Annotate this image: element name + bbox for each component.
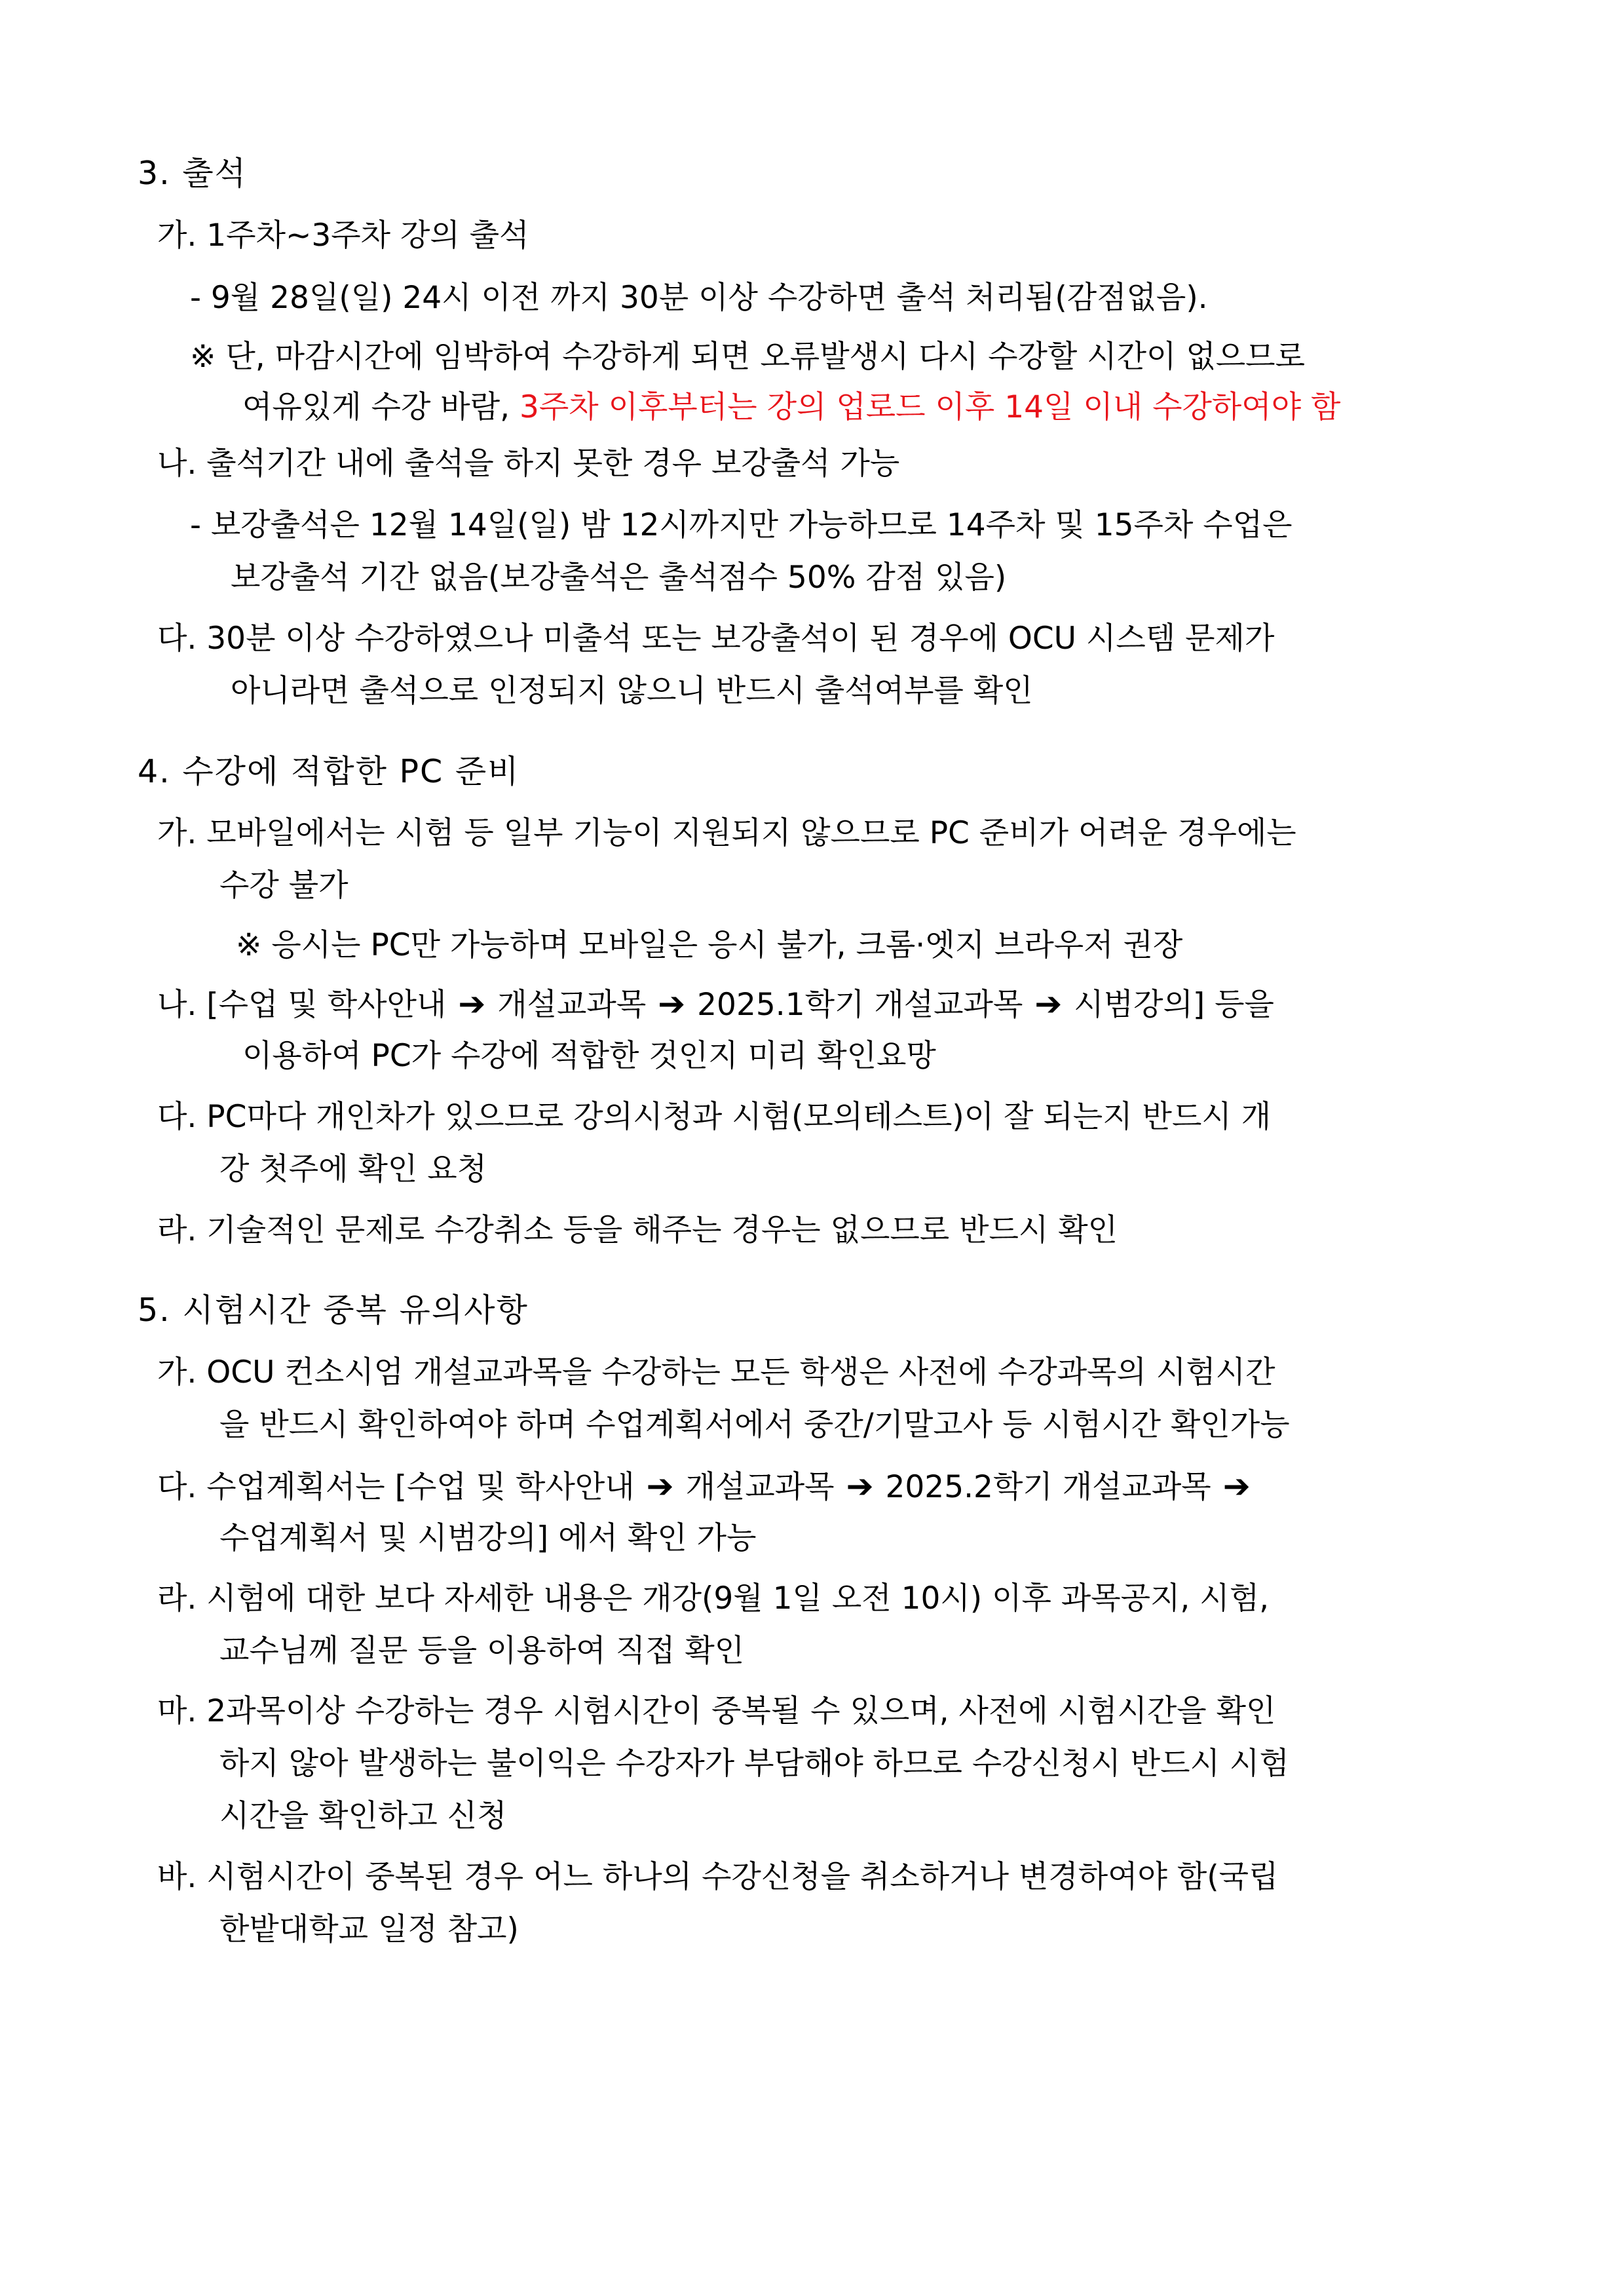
section-4-item-ga-line1: 가. 모바일에서는 시험 등 일부 기능이 지원되지 않으므로 PC 준비가 어려운 경우에는 <box>157 815 1296 851</box>
section-5-item-ra-line2: 교수님께 질문 등을 이용하여 직접 확인 <box>219 1633 745 1669</box>
section-4-na-part1: 나. [수업 및 학사안내 <box>157 987 447 1023</box>
section-3-ga-note-line1: ※ 단, 마감시간에 임박하여 수강하게 되면 오류발생시 다시 수강할 시간이 없으므로 <box>190 339 1305 375</box>
section-5-title: 5. 시험시간 중복 유의사항 <box>138 1292 529 1329</box>
section-5-da-part1: 다. 수업계획서는 [수업 및 학사안내 <box>157 1469 635 1505</box>
section-5-item-da-line1 <box>157 1466 1251 1507</box>
section-4-item-ra: 라. 기술적인 문제로 수강취소 등을 해주는 경우는 없으므로 반드시 확인 <box>157 1212 1118 1248</box>
section-3-item-da-line1: 다. 30분 이상 수강하였으나 미출석 또는 보강출석이 된 경우에 OCU 시스템 문제가 <box>157 621 1275 657</box>
right-arrow-icon: ➔ <box>1222 1467 1251 1505</box>
right-arrow-icon: ➔ <box>1034 985 1063 1023</box>
section-4-ga-note: ※ 응시는 PC만 가능하며 모바일은 응시 불가, 크롬·엣지 브라우저 권장 <box>236 927 1183 963</box>
section-4-item-na-line2: 이용하여 PC가 수강에 적합한 것인지 미리 확인요망 <box>242 1038 936 1074</box>
section-5-item-ma-line3: 시간을 확인하고 신청 <box>219 1798 507 1834</box>
section-5-item-ma-line2: 하지 않아 발생하는 불이익은 수강자가 부담해야 하므로 수강신청시 반드시 시험 <box>219 1746 1289 1782</box>
section-3-ga-detail: - 9월 28일(일) 24시 이전 까지 30분 이상 수강하면 출석 처리됨(감점없음). <box>190 280 1208 316</box>
section-5-item-ba-line1: 바. 시험시간이 중복된 경우 어느 하나의 수강신청을 취소하거나 변경하여야 함(국립 <box>157 1859 1279 1895</box>
section-4-item-na-line1 <box>157 984 1274 1025</box>
section-5-item-ga-line2: 을 반드시 확인하여야 하며 수업계획서에서 중간/기말고사 등 시험시간 확인가능 <box>219 1407 1290 1443</box>
section-3-item-ga: 가. 1주차~3주차 강의 출석 <box>157 218 529 254</box>
right-arrow-icon: ➔ <box>846 1467 874 1505</box>
section-5-item-ga-line1: 가. OCU 컨소시엄 개설교과목을 수강하는 모든 학생은 사전에 수강과목의 시험시간 <box>157 1354 1275 1390</box>
section-4-na-part4: 시범강의] 등을 <box>1074 987 1274 1023</box>
section-3-ga-note-line2 <box>242 388 1340 427</box>
section-5-item-da-line2: 수업계획서 및 시범강의] 에서 확인 가능 <box>219 1520 757 1556</box>
section-3-ga-note-plain: 여유있게 수강 바람, <box>242 389 519 425</box>
section-4-item-ga-line2: 수강 불가 <box>219 868 349 904</box>
section-3-item-na: 나. 출석기간 내에 출석을 하지 못한 경우 보강출석 가능 <box>157 446 900 482</box>
section-5-item-ma-line1: 마. 2과목이상 수강하는 경우 시험시간이 중복될 수 있으며, 사전에 시험시간을 확인 <box>157 1693 1276 1729</box>
section-4-na-part2: 개설교과목 <box>497 987 647 1023</box>
section-3-ga-note-warning: 3주차 이후부터는 강의 업로드 이후 14일 이내 수강하여야 함 <box>519 389 1341 425</box>
section-4-item-da-line2: 강 첫주에 확인 요청 <box>219 1151 487 1187</box>
section-4-title: 4. 수강에 적합한 PC 준비 <box>138 753 520 790</box>
section-3-na-detail-line1: - 보강출석은 12월 14일(일) 밤 12시까지만 가능하므로 14주차 및 15주차 수업은 <box>190 507 1293 543</box>
section-3-item-da-line2: 아니라면 출석으로 인정되지 않으니 반드시 출석여부를 확인 <box>231 673 1033 709</box>
section-5-da-part3: 2025.2학기 개설교과목 <box>885 1469 1211 1505</box>
right-arrow-icon: ➔ <box>646 1467 674 1505</box>
section-3-title: 3. 출석 <box>138 155 247 192</box>
section-4-na-part3: 2025.1학기 개설교과목 <box>697 987 1023 1023</box>
section-4-item-da-line1: 다. PC마다 개인차가 있으므로 강의시청과 시험(모의테스트)이 잘 되는지 반드시 개 <box>157 1099 1272 1135</box>
section-3-na-detail-line2: 보강출석 기간 없음(보강출석은 출석점수 50% 감점 있음) <box>231 560 1007 596</box>
section-5-item-ba-line2: 한밭대학교 일정 참고) <box>219 1911 519 1947</box>
right-arrow-icon: ➔ <box>658 985 686 1023</box>
section-5-da-part2: 개설교과목 <box>685 1469 835 1505</box>
section-5-item-ra-line1: 라. 시험에 대한 보다 자세한 내용은 개강(9월 1일 오전 10시) 이후 과목공지, 시험, <box>157 1580 1270 1617</box>
right-arrow-icon: ➔ <box>458 985 486 1023</box>
